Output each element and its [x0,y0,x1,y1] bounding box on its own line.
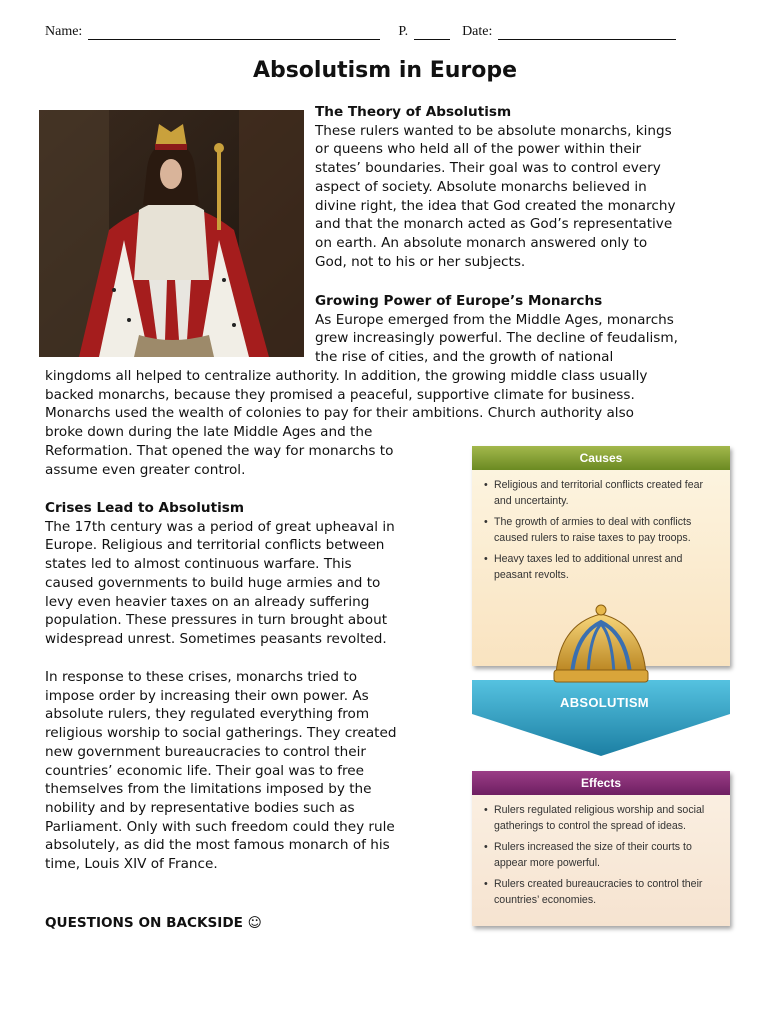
crises-line: population. These pressures in turn brought about [45,612,388,629]
response-section [45,668,396,874]
growing-line: backed monarchs, because they promised a peaceful, supportive climate for business. [45,386,635,403]
name-label: Name: [45,24,83,39]
theory-line: aspect of society. Absolute monarchs believed in [315,178,647,195]
theory-line: or queens who held all of the power within their [315,141,642,158]
absolutism-diagram [468,444,734,929]
response-line: absolutely, as did the most famous monarch of his [45,837,390,854]
theory-line: and that the monarch acted as God’s representative [315,216,673,233]
theory-line: These rulers wanted to be absolute monarchs, kings [315,122,672,139]
causes-list [472,478,730,583]
theory-line: on earth. An absolute monarch answered only to [315,234,648,251]
theory-heading: The Theory of Absolutism [315,104,512,120]
response-line: religious worship to social gatherings. They created [45,725,397,742]
response-line: In response to these crises, monarchs tried to [45,669,358,685]
response-line: countries’ economic life. Their goal was to free [45,762,365,779]
growing-line: Reformation. That opened the way for monarchs to [45,442,394,459]
growing-line: Monarchs used the wealth of colonies to pay for their ambitions. Church authority also [45,405,634,422]
effect-item: • Rulers regulated religious worship and social gatherings to control the spread of ideas. [484,803,720,834]
crises-heading: Crises Lead to Absolutism [45,500,244,516]
effects-title: Effects [472,771,730,795]
cause-item: • Heavy taxes led to additional unrest and peasant revolts. [484,552,720,583]
growing-section [315,292,678,367]
effects-list [472,803,730,908]
crises-line: caused governments to build huge armies and to [45,574,381,591]
growing-line: broke down during the late Middle Ages and the [45,424,373,441]
theory-line: states’ boundaries. Their goal was to control every [315,160,661,177]
absolutism-label: ABSOLUTISM [560,695,649,710]
period-label: P. [398,24,409,39]
crises-line: states led to almost continuous warfare. This [45,556,352,573]
effects-box [472,771,730,926]
cause-item: • The growth of armies to deal with conflicts caused rulers to raise taxes to pay troops. [484,515,720,546]
crown-arrow-graphic [468,594,734,774]
growing-line: As Europe emerged from the Middle Ages, monarchs [315,311,674,328]
growing-line: grew increasingly powerful. The decline of feudalism, [315,330,678,347]
footer-note: QUESTIONS ON BACKSIDE ☺ [45,915,262,931]
response-line: Parliament. Only with such freedom could they rule [45,818,395,835]
crises-line: The 17th century was a period of great upheaval in [45,518,395,535]
effect-item: • Rulers increased the size of their courts to appear more powerful. [484,840,720,871]
response-line: new government bureaucracies to control their [45,743,366,760]
effect-item: • Rulers created bureaucracies to control their countries’ economies. [484,877,720,908]
crises-line: widespread unrest. Sometimes peasants revolted. [45,630,387,647]
crises-line: Europe. Religious and territorial conflicts between [45,537,385,554]
monarch-portrait [39,110,304,357]
response-line: nobility and by representative bodies such as [45,799,355,816]
response-line: time, Louis XIV of France. [45,856,218,873]
theory-section [315,103,676,271]
name-blank[interactable] [88,27,380,40]
date-blank[interactable] [498,27,676,40]
absolutism-arrow [472,680,730,756]
growing-heading: Growing Power of Europe’s Monarchs [315,293,603,309]
growing-line: kingdoms all helped to centralize authority. In addition, the growing middle class usually [45,368,648,384]
theory-line: divine right, the idea that God created the monarchy [315,197,676,214]
crises-section [45,499,395,649]
period-blank[interactable] [414,27,450,40]
growing-line: assume even greater control. [45,461,246,478]
response-line: absolute rulers, they regulated everything from [45,706,370,723]
causes-title: Causes [472,446,730,470]
crises-line: levy even heavier taxes on an already suffering [45,593,370,610]
cause-item: • Religious and territorial conflicts created fear and uncertainty. [484,478,720,509]
response-line: impose order by increasing their own power. As [45,687,369,704]
date-label: Date: [462,24,493,39]
theory-line: God, not to his or her subjects. [315,253,526,270]
header-line [45,24,676,40]
page-title: Absolutism in Europe [252,58,518,83]
response-line: themselves from the limitations imposed by the [45,781,372,798]
growing-line: the rise of cities, and the growth of national [315,349,614,366]
